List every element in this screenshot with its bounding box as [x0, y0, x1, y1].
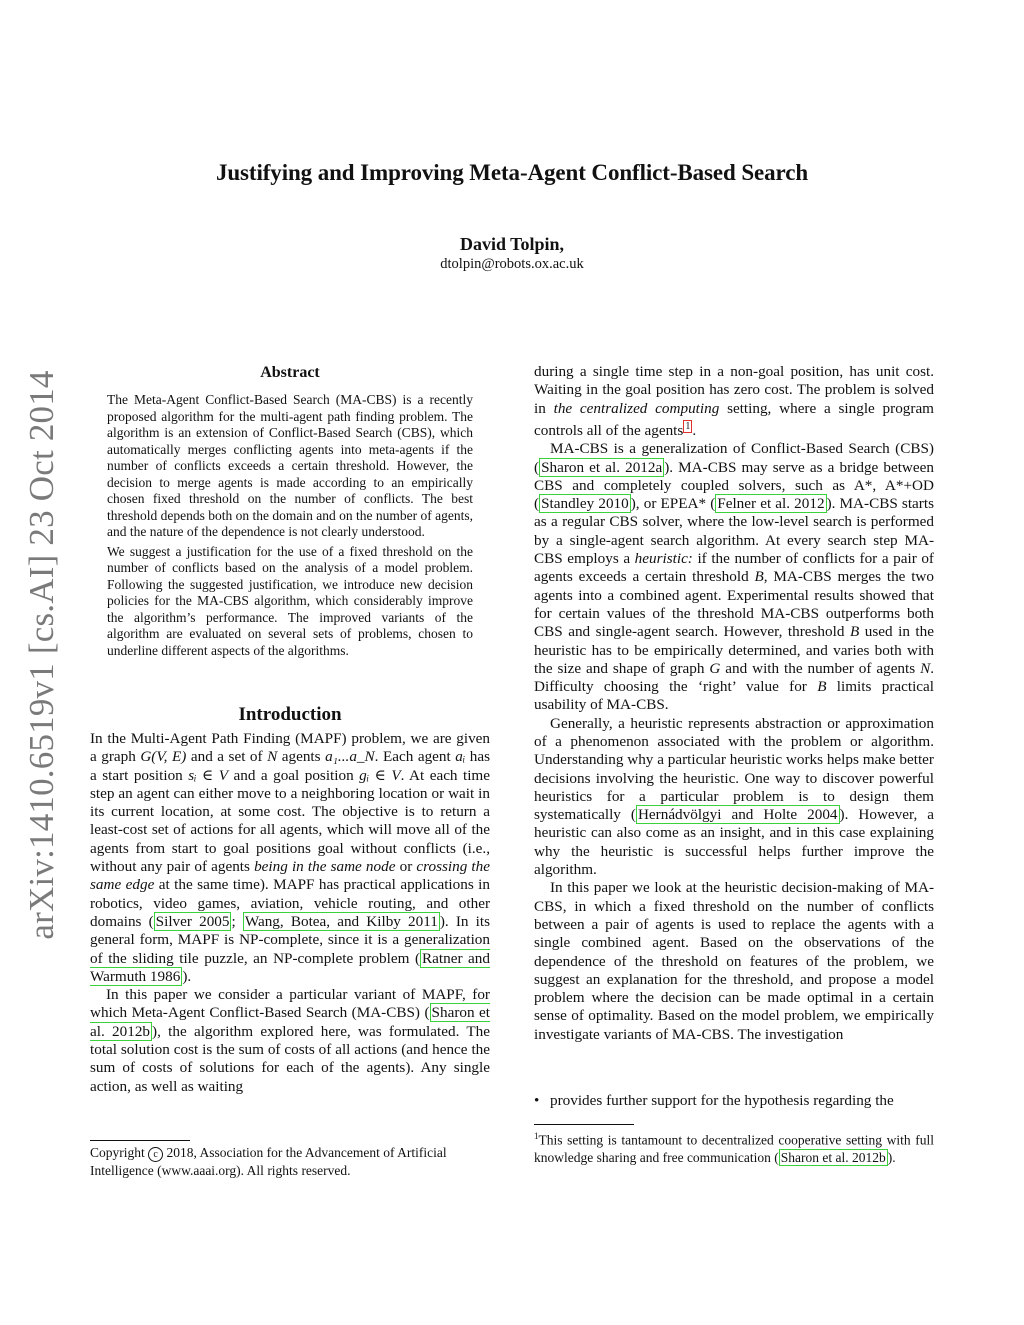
copyright-notice: Copyright c 2018, Association for the Advancement of Artificial Intelligence (www.aaai.org). All rights reserved.	[90, 1145, 447, 1178]
right-column	[534, 363, 934, 1044]
citation-link[interactable]: Standley 2010	[541, 495, 629, 513]
footnote-divider	[534, 1124, 634, 1125]
citation-link[interactable]: Sharon et al. 2012b	[90, 1004, 490, 1040]
left-column	[90, 730, 490, 1096]
right-paragraph-3: In this paper we look at the heuristic decision-making of MA-CBS, in which a fixed threshold on the number of conflicts between a pair of agents is used to replace the agents with a single combined agent. Based on the observations of the dependence of the threshold on features of the problem, we suggest an explanation for the threshold, and propose a model problem where the decision can be made optimal in a certain sense of optimality. Based on the model problem, we empirically investigate variants of MA-CBS. The investigation	[534, 879, 934, 1043]
citation-link[interactable]: Silver 2005	[155, 912, 230, 930]
abstract-paragraph-1: The Meta-Agent Conflict-Based Search (MA-CBS) is a recently proposed algorithm for the multi-agent path finding problem. The algorithm is an extension of Conflict-Based Search (CBS), which automatically merges conflicting agents into meta-agents if the number of conflicts exceeds a certain threshold. However, the decision to merge agents is made according to an empirically chosen fixed threshold on the number of conflicts. The best threshold depends both on the domain and on the number of agents, and the nature of the dependence is not clearly understood.	[107, 392, 473, 539]
paper-title: Justifying and Improving Meta-Agent Conflict-Based Search	[215, 160, 809, 185]
intro-paragraph-1: In the Multi-Agent Path Finding (MAPF) problem, we are given a graph G(V, E) and a set of N agents a₁...a_N. Each agent aᵢ has a start position sᵢ ∈ V and a goal position gᵢ ∈ V. At each time step an agent can either move to a neighboring location or wait in its current location, at some cost. The objective is to return a least-cost set of actions for all agents, which will move all of the agents from start to goal positions goal without conflicts (i.e., without any pair of agents being in the same node or crossing the same edge at the same time). MAPF has practical applications in robotics, video games, aviation, vehicle routing, and other domains ( Silver 2005 ; Wang, Botea, and Kilby 2011 ). In its general form, MAPF is NP-complete, since it is a generalization of the sliding tile puzzle, an NP-complete problem ( Ratner and Warmuth 1986 ).	[90, 730, 490, 985]
arxiv-stamp: arXiv:1410.6519v1 [cs.AI] 23 Oct 2014	[22, 370, 61, 940]
author-email: dtolpin@robots.ox.ac.uk	[440, 256, 584, 272]
right-paragraph-2: Generally, a heuristic represents abstraction or approximation of a phenomenon associated with the problem or algorithm. Understanding why a particular heuristic works helps make better decisions involving the heuristic. One way to discover powerful heuristics for a particular problem is to design them systematically ( Hernádvölgyi and Holte 2004 ). However, a heuristic can also come as an insight, and in this case explaining why the heuristic is successful helps further improve the algorithm.	[534, 714, 934, 879]
author-name: David Tolpin,	[459, 234, 565, 254]
citation-link[interactable]: Ratner and Warmuth 1986	[90, 949, 490, 985]
citation-link[interactable]: Hernádvölgyi and Holte 2004	[637, 806, 838, 824]
footnote-ref-link[interactable]: 1	[685, 420, 691, 432]
right-paragraph-0: during a single time step in a non-goal position, has unit cost. Waiting in the goal position has zero cost. The problem is solved in the centralized computing setting, where a single program controls all of the agents $^1$ .	[534, 363, 934, 439]
introduction-heading: Introduction	[238, 704, 342, 725]
abstract-body	[107, 392, 473, 662]
citation-link[interactable]: Felner et al. 2012	[717, 495, 825, 513]
right-paragraph-1: MA-CBS is a generalization of Conflict-Based Search (CBS) ( Sharon et al. 2012a ). MA-CBS may serve as a bridge between CBS and completely coupled solvers, such as A*, A*+OD ( Standley 2010 ), or EPEA* ( Felner et al. 2012 ). MA-CBS starts as a regular CBS solver, where the low-level search is performed by a single-agent search algorithm. At every search step MA-CBS employs a heuristic: if the number of conflicts for a pair of agents exceeds a certain threshold B, MA-CBS merges the two agents into a combined agent. Experimental results showed that for certain values of the threshold MA-CBS outperforms both CBS and single-agent search. However, threshold B used in the heuristic has to be empirically determined, and varies both with the size and shape of graph G and with the number of agents N. Difficulty choosing the ‘right’ value for B limits practical usability of MA-CBS.	[534, 440, 935, 714]
footnote-1: $^1$This setting is tantamount to decentralized cooperative setting with full knowledge sharing and free communication ( Sharon et al. 2012b ).	[534, 1131, 934, 1165]
bullet-item: • provides further support for the hypothesis regarding the	[534, 1092, 894, 1109]
bullet-icon: •	[534, 1092, 540, 1109]
citation-link[interactable]: Wang, Botea, and Kilby 2011	[244, 912, 438, 930]
footnote-divider	[90, 1140, 190, 1141]
intro-paragraph-2: In this paper we consider a particular variant of MAPF, for which Meta-Agent Conflict-Based Search (MA-CBS) ( Sharon et al. 2012b ), the algorithm explored here, was formulated. The total solution cost is the sum of costs of all actions (and hence the sum of costs of solutions for each of the agents). Any single action, as well as waiting	[90, 986, 490, 1095]
citation-link[interactable]: Sharon et al. 2012a	[541, 458, 663, 476]
citation-link[interactable]: Sharon et al. 2012b	[780, 1149, 886, 1165]
abstract-paragraph-2: We suggest a justification for the use of a fixed threshold on the number of conflicts based on the analysis of a model problem. Following the suggested justification, we introduce new decision policies for the MA-CBS algorithm, which considerably improve the algorithm’s performance. The improved variants of the algorithm are evaluated on several sets of problems, chosen to underline different aspects of the algorithms.	[107, 543, 473, 658]
abstract-heading: Abstract	[260, 364, 320, 381]
copyright-icon: c	[148, 1147, 163, 1162]
